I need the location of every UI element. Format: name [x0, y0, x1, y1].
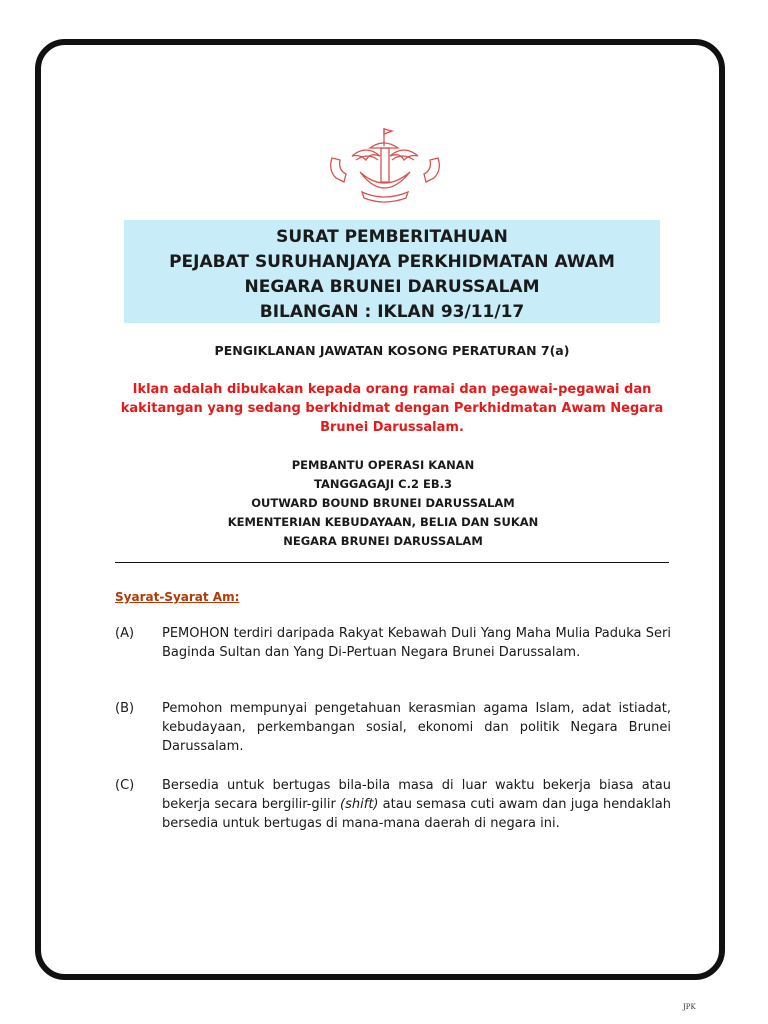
document-title-box: [124, 220, 660, 323]
title-line-3: NEGARA BRUNEI DARUSSALAM: [244, 277, 540, 297]
title-line-4: BILANGAN : IKLAN 93/11/17: [259, 302, 525, 322]
requirement-text-part: atau semasa cuti awam dan juga hendaklah bersedia untuk bertugas di mana-mana daerah di negara ini.: [162, 797, 672, 831]
requirement-text: PEMOHON terdiri daripada Rakyat Kebawah Duli Yang Maha Mulia Paduka Seri Baginda Sultan dan Yang Di-Pertuan Negara Brunei Darussalam.: [162, 626, 671, 660]
requirements-heading: Syarat-Syarat Am:: [115, 590, 240, 604]
eligibility-notice: Iklan adalah dibukakan kepada orang ramai dan pegawai-pegawai dan kakitangan yang sedang berkhidmat dengan Perkhidmatan Awam Negara Brunei Darussalam.: [120, 382, 664, 435]
requirement-text-part: Bersedia untuk bertugas bila-bila masa di luar waktu bekerja biasa atau bekerja secara bergilir-gilir: [162, 778, 671, 812]
requirement-label: (C): [115, 778, 135, 793]
divider: [115, 562, 669, 563]
shift-term: (shift): [340, 797, 379, 812]
vacancy-subheading: PENGIKLANAN JAWATAN KOSONG PERATURAN 7(a): [214, 343, 570, 358]
title-line-2: PEJABAT SURUHANJAYA PERKHIDMATAN AWAM: [169, 252, 615, 272]
brunei-crest-icon: [322, 126, 448, 206]
title-line-1: SURAT PEMBERITAHUAN: [276, 227, 508, 247]
ministry: KEMENTERIAN KEBUDAYAAN, BELIA DAN SUKAN: [227, 515, 539, 529]
requirement-text: [162, 776, 671, 833]
requirement-text: Pemohon mempunyai pengetahuan kerasmian agama Islam, adat istiadat, kebudayaan, perkembangan sosial, ekonomi dan politik Negara Brunei Darussalam.: [162, 701, 671, 754]
requirement-item: [115, 699, 671, 756]
country: NEGARA BRUNEI DARUSSALAM: [283, 534, 483, 548]
salary-scale: TANGGAGAJI C.2 EB.3: [314, 477, 452, 491]
requirement-label: (A): [115, 626, 135, 641]
requirement-item: [115, 776, 671, 833]
post-details: [140, 456, 626, 551]
post-title: PEMBANTU OPERASI KANAN: [291, 458, 475, 472]
department: OUTWARD BOUND BRUNEI DARUSSALAM: [251, 496, 515, 510]
requirement-label: (B): [115, 701, 135, 716]
footer-mark: JPK: [683, 1003, 696, 1011]
requirement-item: [115, 624, 671, 662]
